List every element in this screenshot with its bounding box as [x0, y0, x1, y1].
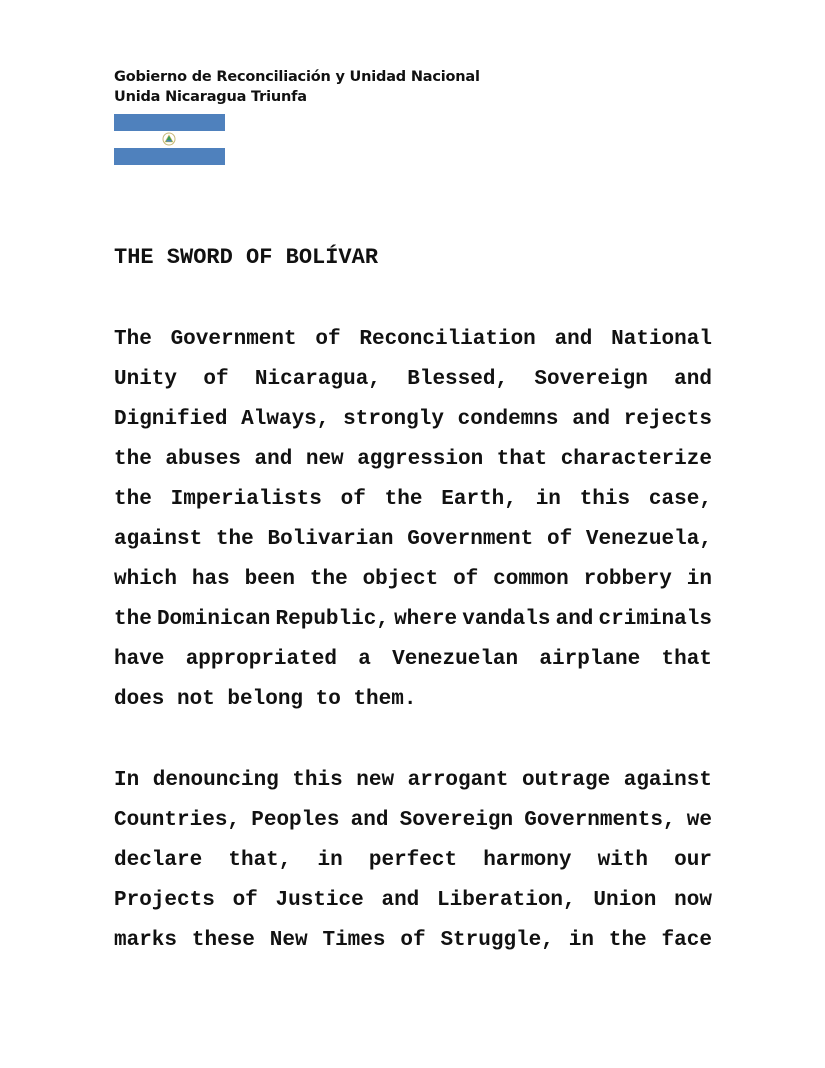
- word: of: [400, 929, 426, 952]
- document-title: THE SWORD OF BOLÍVAR: [114, 245, 379, 270]
- word: Government: [170, 328, 297, 351]
- word: and: [254, 448, 293, 471]
- word: abuses: [165, 448, 241, 471]
- nicaragua-flag-icon: [114, 114, 225, 165]
- word: Dignified: [114, 408, 228, 431]
- word: the: [309, 568, 348, 591]
- word: harmony: [483, 849, 572, 872]
- word: Peoples: [251, 809, 340, 832]
- text-line: [114, 520, 712, 560]
- word: Dominican: [156, 608, 271, 631]
- letterhead-slogan: Unida Nicaragua Triunfa: [114, 89, 307, 105]
- word: criminals: [598, 608, 712, 631]
- text-line: [114, 360, 712, 400]
- word: against: [114, 528, 203, 551]
- word: robbery: [583, 568, 672, 591]
- word: Liberation,: [437, 889, 576, 912]
- word: rejects: [623, 408, 712, 431]
- word: marks: [114, 929, 178, 952]
- text-line: [114, 841, 712, 881]
- word: Unity: [114, 368, 178, 391]
- word: against: [623, 769, 712, 792]
- word: the: [114, 488, 152, 511]
- word: the: [384, 488, 423, 511]
- word: new: [356, 769, 395, 792]
- word: Reconciliation: [359, 328, 536, 351]
- word: belong: [227, 688, 304, 711]
- word: in: [568, 929, 594, 952]
- word: we: [686, 809, 712, 832]
- word: and: [350, 809, 389, 832]
- coat-of-arms-icon: [162, 132, 176, 146]
- word: the: [215, 528, 254, 551]
- word: in: [317, 849, 343, 872]
- letterhead-government-name: Gobierno de Reconciliación y Unidad Nacional: [114, 69, 480, 85]
- word: does: [114, 688, 165, 711]
- word: The: [114, 328, 152, 351]
- text-line: [114, 320, 712, 360]
- word: In: [114, 769, 140, 792]
- word: which: [114, 568, 178, 591]
- word: Venezuelan: [392, 648, 519, 671]
- word: strongly: [343, 408, 444, 431]
- word: aggression: [357, 448, 484, 471]
- word: of: [203, 368, 229, 391]
- word: Nicaragua,: [254, 368, 381, 391]
- word: Blessed,: [407, 368, 509, 391]
- text-line: [114, 921, 712, 961]
- word: the: [114, 608, 152, 631]
- word: this: [579, 488, 631, 511]
- word: to: [315, 688, 341, 711]
- word: this: [292, 769, 343, 792]
- text-line: [114, 400, 712, 440]
- text-line: [114, 600, 712, 640]
- word: in: [686, 568, 712, 591]
- word: face: [661, 929, 712, 952]
- word: in: [535, 488, 561, 511]
- word: that,: [228, 849, 292, 872]
- word: Sovereign: [534, 368, 648, 391]
- word: Republic,: [275, 608, 389, 631]
- word: Union: [593, 889, 657, 912]
- word: our: [674, 849, 712, 872]
- word: and: [674, 368, 712, 391]
- word: Always,: [241, 408, 330, 431]
- word: of: [315, 328, 341, 351]
- word: Bolivarian: [267, 528, 394, 551]
- word: Government: [407, 528, 534, 551]
- word: appropriated: [185, 648, 337, 671]
- word: vandals: [462, 608, 551, 631]
- word: case,: [648, 488, 712, 511]
- word: Countries,: [114, 809, 241, 832]
- text-line: [114, 560, 712, 600]
- word: them.: [353, 688, 417, 711]
- word: airplane: [539, 648, 641, 671]
- word: and: [381, 889, 420, 912]
- text-line: [114, 881, 712, 921]
- paragraph-1: [114, 320, 712, 720]
- word: that: [496, 448, 548, 471]
- text-line: [114, 801, 712, 841]
- word: characterize: [560, 448, 712, 471]
- text-line: [114, 640, 712, 680]
- word: National: [611, 328, 712, 351]
- text-line: [114, 680, 712, 720]
- word: object: [362, 568, 439, 591]
- word: arrogant: [407, 769, 509, 792]
- word: the: [114, 448, 152, 471]
- word: Projects: [114, 889, 215, 912]
- word: Sovereign: [399, 809, 514, 832]
- word: and: [572, 408, 611, 431]
- word: new: [305, 448, 344, 471]
- word: of: [546, 528, 573, 551]
- word: Struggle,: [440, 929, 554, 952]
- word: these: [191, 929, 255, 952]
- word: common: [493, 568, 569, 591]
- word: denouncing: [152, 769, 279, 792]
- word: Justice: [275, 889, 364, 912]
- word: and: [555, 608, 594, 631]
- word: the: [608, 929, 647, 952]
- text-line: [114, 440, 712, 480]
- word: of: [453, 568, 479, 591]
- word: Governments,: [524, 809, 676, 832]
- word: not: [177, 688, 215, 711]
- word: Venezuela,: [585, 528, 712, 551]
- word: that: [661, 648, 712, 671]
- flag-middle-band: [114, 131, 225, 148]
- word: condemns: [457, 408, 559, 431]
- word: have: [114, 648, 165, 671]
- letterhead: [114, 67, 480, 107]
- flag-bottom-band: [114, 148, 225, 165]
- word: been: [244, 568, 295, 591]
- word: perfect: [368, 849, 458, 872]
- word: Times: [322, 929, 386, 952]
- flag-top-band: [114, 114, 225, 131]
- word: declare: [114, 849, 203, 872]
- paragraph-2: [114, 761, 712, 961]
- word: New: [269, 929, 308, 952]
- text-line: [114, 761, 712, 801]
- word: Earth,: [441, 488, 517, 511]
- word: of: [340, 488, 366, 511]
- word: now: [674, 889, 712, 912]
- word: with: [597, 849, 649, 872]
- text-line: [114, 480, 712, 520]
- word: where: [394, 608, 458, 631]
- word: has: [191, 568, 230, 591]
- word: a: [358, 648, 371, 671]
- word: and: [554, 328, 593, 351]
- word: of: [232, 889, 258, 912]
- word: outrage: [521, 769, 611, 792]
- word: Imperialists: [170, 488, 322, 511]
